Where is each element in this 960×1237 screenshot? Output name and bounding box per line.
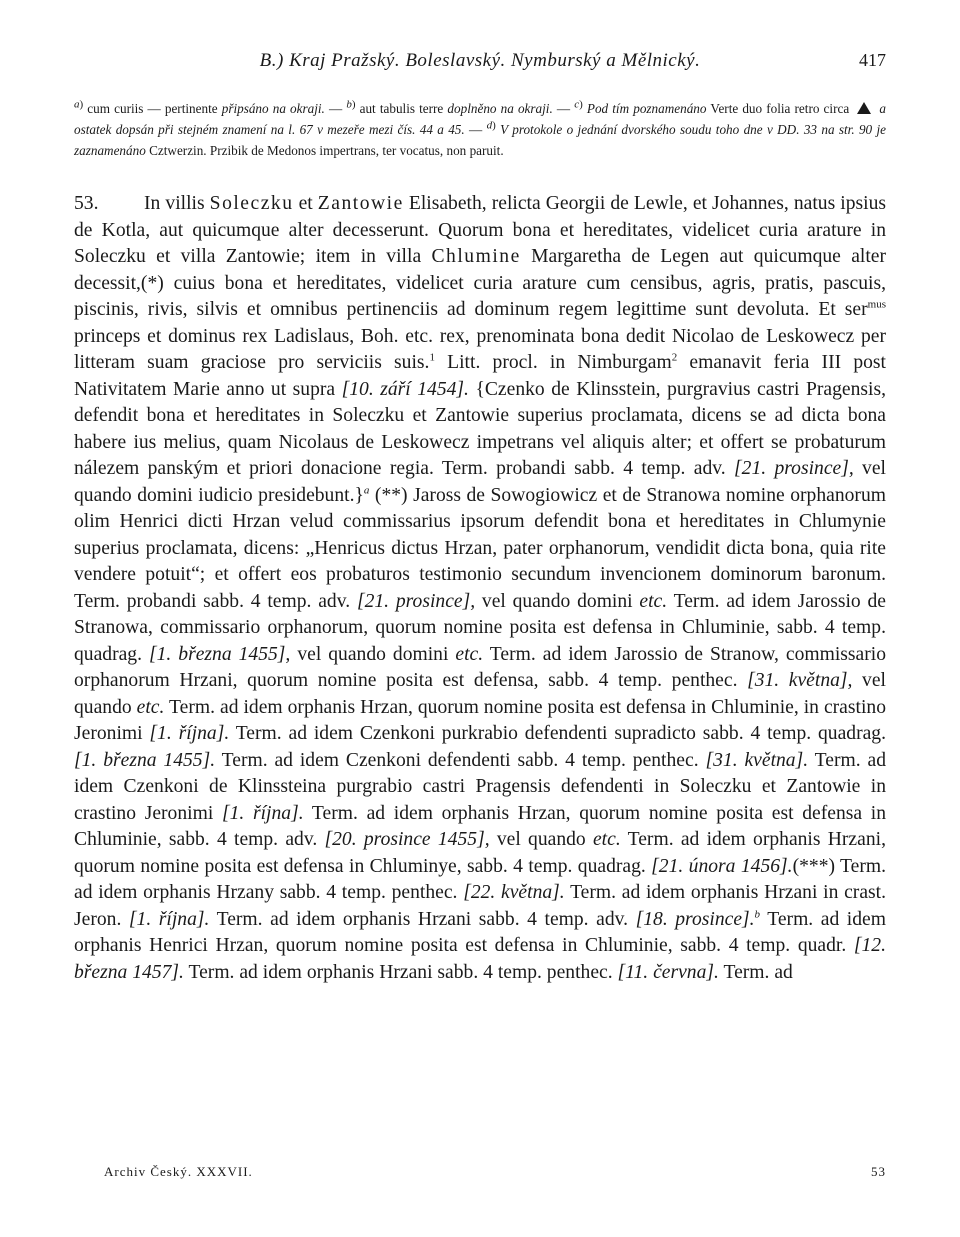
text-run: Term. ad idem orphanis Hrzan, quorum nomine posita est defensa in Chluminie, sabb. 4 temp. adv. [74, 802, 886, 850]
footnote-separator: — [464, 122, 487, 137]
footer-sheet-number: 53 [871, 1164, 886, 1179]
text-run: Term. ad idem orphanis Hrzani sabb. 4 temp. adv. [209, 908, 636, 930]
footnote-separator: — [552, 101, 575, 116]
footnote-ref: a [363, 483, 370, 496]
date-note: [1. března 1455], [149, 643, 291, 665]
date-note: [10. září 1454]. [341, 378, 469, 400]
text-run: Term. ad idem orphanis Hrzani in crast. Jeron. [74, 882, 886, 930]
text-run: Litt. procl. in Nimburgam [434, 352, 672, 373]
footnote-ref: 2 [671, 351, 678, 364]
text-run: Term. ad idem Czenkoni defendenti sabb. 4 temp. penthec. [215, 749, 706, 771]
footnote-a-note: připsáno na okraji. [221, 101, 325, 116]
text-run: Term. ad [718, 961, 793, 983]
date-note: [20. prosince 1455], [324, 829, 490, 850]
text-run: (***) Term. ad idem orphanis Hrzany sabb. 4 temp. penthec. [74, 855, 887, 903]
superscript: mus [867, 298, 886, 311]
place-name: Zantowie [317, 193, 404, 214]
text-run: Elisabeth, relicta Georgii de Lewle, et Johannes, natus ipsius de Kotla, aut quicumque alter decesserunt. Quorum bona et hereditates, videlicet curia arature in Soleczku et villa Zantowie; item in villa [74, 193, 887, 267]
page-footer [104, 1164, 886, 1180]
footnote-b-note: doplněno na okraji. [447, 101, 553, 116]
text-run: Term. ad idem orphanis Hrzan, quorum nomine posita est defensa in Chluminie, in crastino Jeronimi [74, 696, 886, 744]
main-text [74, 191, 886, 986]
footnote-separator: — [324, 101, 347, 116]
text-run: Term. ad idem Czenkoni purkrabio defendenti supradicto sabb. 4 temp. quadrag. [229, 723, 886, 744]
page [74, 50, 886, 986]
entry-53 [74, 191, 886, 986]
text-run: vel quando domini [475, 590, 640, 612]
abbrev: etc. [455, 643, 484, 665]
footnote-mark-d: d [486, 119, 493, 132]
abbrev: etc. [136, 696, 165, 718]
footnote-mark-b: b [346, 98, 352, 111]
footnote-mark-a: a [74, 98, 80, 111]
date-note: [1. října]. [149, 723, 230, 744]
footer-signature: Archiv Český. XXXVII. [104, 1164, 253, 1179]
date-note: [18. prosince]. [635, 908, 755, 930]
text-run: Term. ad idem orphanis Henrici Hrzan, quorum nomine posita est defensa in Chluminie, sabb. 4 temp. quadr. [74, 908, 886, 956]
footnote-a-text: cum curiis — pertinente [83, 101, 222, 116]
date-note: [31. května], [747, 670, 853, 691]
footnote-ref: 1 [429, 351, 435, 364]
text-run: In villis [144, 193, 210, 214]
page-number: 417 [859, 50, 886, 70]
date-note: [21. prosince], [356, 590, 476, 612]
triangle-mark-icon [857, 102, 871, 114]
abbrev: etc. [592, 829, 621, 850]
text-run: Term. ad idem orphanis Hrzani, quorum nomine posita est defensa in Chluminye, sabb. 4 temp. quadrag. [74, 829, 886, 877]
header-title: B.) Kraj Pražský. Boleslavský. Nymburský a Mělnický. [259, 50, 701, 71]
text-run: vel quando domini [290, 643, 456, 665]
date-note: [31. května]. [705, 749, 809, 771]
date-note: [21. prosince], [734, 458, 854, 479]
text-run: vel quando [74, 670, 886, 718]
text-run: vel quando [489, 829, 593, 850]
text-run: vel quando domini iudicio presidebunt.} [74, 458, 886, 506]
date-note: [12. března 1457]. [74, 935, 886, 983]
footnote-b-text: aut tabulis terre [355, 101, 448, 116]
footnote-d-note: V protokole o jednání dvorského soudu toho dne v DD. 33 na str. 90 je zaznamenáno [74, 122, 887, 158]
text-run: princeps et dominus rex Ladislaus, Boh. etc. rex, prenominata bona dedit Nicolao de Leskowecz per litteram suam graciose pro serviciis suis. [74, 325, 886, 373]
editorial-footnotes [74, 98, 886, 161]
place-name: Chlumine [431, 246, 521, 267]
entry-number: 53. [74, 193, 99, 214]
text-run: {Czenko de Klinsstein, purgravius castri Pragensis, defendit bona et hereditates in Soleczku et Zantowie superius proclamata, dicens se ad dicta bona habere ius melius, quam Nicolaus de Leskowecz impetrans vel aliquis alter; et offert se probaturum nálezem panským et priori donacione regia. Term. probandi sabb. 4 temp. adv. [74, 378, 886, 479]
footnote-c-text: Verte duo folia retro circa [706, 101, 854, 116]
text-run: Term. ad idem Jarossio de Stranowa, commissario orphanorum, quorum nomine posita est defensa in Chluminie, sabb. 4 temp. quadrag. [74, 590, 887, 665]
text-run: et [293, 193, 318, 214]
footnote-d-text: Cztwerzin. Przibik de Medonos impertrans, ter vocatus, non paruit. [145, 143, 504, 158]
text-run: Term. ad idem Czenkoni de Klinssteina purgrabio castri Pragensis defendenti in Soleczku et Zantowie in crastino Jeronimi [74, 749, 886, 824]
date-note: [21. února 1456]. [651, 855, 793, 877]
footnote-ref: b [754, 907, 761, 920]
footnote-c-note: Pod tím poznamenáno [582, 101, 707, 116]
footnote-c-note-2: a ostatek dopsán při stejném znamení na l. 67 v mezeře mezi čís. 44 a 45. [74, 101, 887, 137]
place-name: Soleczku [209, 193, 294, 214]
date-note: [1. října]. [221, 802, 304, 824]
footnote-paragraph: $^{a)}$ cum curiis — pertinente připsáno na okraji. — $^{b)}$ aut tabulis terre doplněno na okraji. — $^{c)}$ Pod tím poznamenáno Verte duo folia retro circa a ostatek dopsán při stejném znamení na l. 67 v mezeře mezi čís. 44 a 45. — $^{d)}$ V protokole o jednání dvorského soudu toho dne v DD. 33 na str. 90 je zaznamenáno Cztwerzin. Przibik de Medonos impertrans, ter vocatus, non paruit. [74, 98, 887, 158]
footnote-mark-c: c [574, 98, 580, 111]
date-note: [1. října]. [128, 908, 210, 930]
text-run: Margaretha de Legen aut quicumque alter decessit,(*) cuius bona et hereditates, videlicet curia arature cum censibus, agris, pratis, pascuis, piscinis, rivis, silvis et omnibus pertinenciis ad dominum regem legittime sunt devoluta. Et ser [74, 246, 887, 320]
text-run: Term. ad idem orphanis Hrzani sabb. 4 temp. penthec. [183, 961, 618, 983]
date-note: [1. března 1455]. [74, 749, 216, 771]
running-header [74, 50, 886, 80]
date-note: [11. června]. [617, 961, 719, 983]
text-run: emanavit feria III post Nativitatem Marie anno ut supra [74, 352, 886, 400]
text-run: Term. ad idem Jarossio de Stranow, commissario orphanorum Hrzani, quorum nomine posita est defensa, sabb. 4 temp. penthec. [74, 643, 887, 691]
date-note: [22. května]. [463, 882, 565, 903]
text-run: (**) Jaross de Sowogiowicz et de Stranowa nomine orphanorum olim Henrici dicti Hrzan velud commissarius ipsorum defendit bona et hereditates in Chlumynie superius proclamata, dicens: „Henricus dictus Hrzan, pater orphanorum, vendidit dicta bona, quia rite vendere potuit“; et offert eos probaturos testimonio secundum invencionem dominorum baronum. Term. probandi sabb. 4 temp. adv. [74, 484, 886, 612]
abbrev: etc. [639, 590, 668, 612]
